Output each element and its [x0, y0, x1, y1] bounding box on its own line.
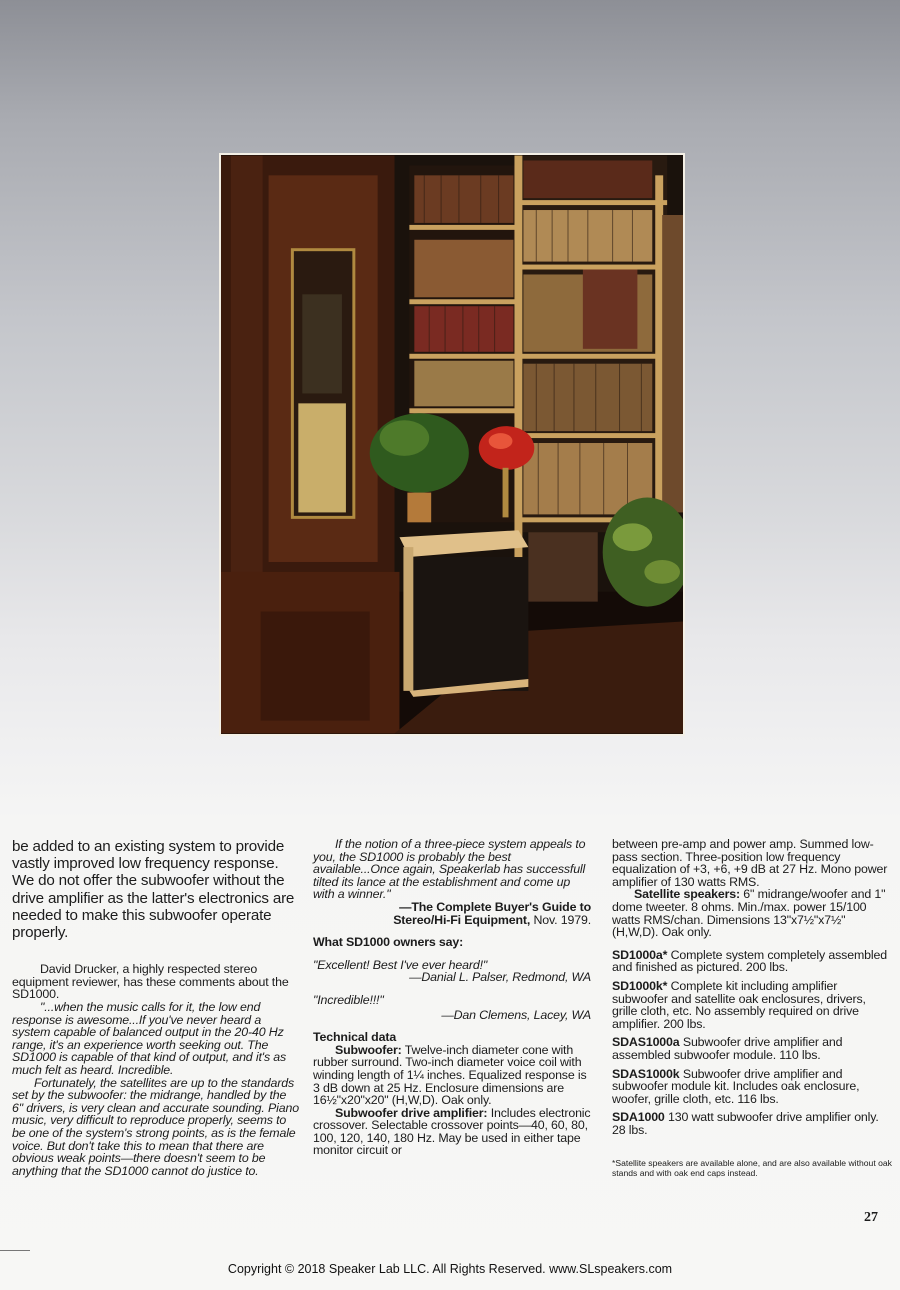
- drucker-quote-1: "...when the music calls for it, the low end response is awesome...If you've never heard a system capable of balanced output in the 20-40 Hz range, it's an experience worth seeking out. The SD1000 is capable of that kind of output, and it's as much felt as heard. Incredible.: [12, 1000, 287, 1077]
- product-sd1000k: [612, 980, 892, 1030]
- quote-source-line-1: —The Complete Buyer's Guide to: [399, 899, 591, 914]
- product-desc: 130 watt subwoofer drive amplifier only. 28 lbs.: [612, 1110, 879, 1137]
- product-sda1000: [612, 1111, 892, 1136]
- column-3: [612, 838, 892, 1178]
- buyers-guide-quote: If the notion of a three-piece system appeals to you, the SD1000 is probably the best available...Once again, Speakerlab has successfull tilted its lance at the establishment and come up with a winner.": [313, 837, 586, 902]
- product-desc: Subwoofer drive amplifier and assembled subwoofer module. 110 lbs.: [612, 1035, 843, 1062]
- product-sdas1000k: [612, 1068, 892, 1106]
- quote-source-line-2: [313, 914, 591, 927]
- amplifier-label: Subwoofer drive amplifier:: [335, 1105, 488, 1120]
- product-sdas1000a: [612, 1036, 892, 1061]
- satellite-footnote: *Satellite speakers are available alone, and are also available without oak stands and with oak end caps instead.: [612, 1158, 892, 1179]
- product-desc: Subwoofer drive amplifier and subwoofer module kit. Includes oak enclosure, woofer, grille cloth, etc. 116 lbs.: [612, 1066, 860, 1106]
- subwoofer-label: Subwoofer:: [335, 1042, 402, 1057]
- testimonial-1-quote: "Excellent! Best I've ever heard!": [313, 957, 488, 972]
- product-desc: Complete kit including amplifier subwoofer and satellite oak enclosures, drivers, grille cloth, etc. No assembly required on drive amplifier. 200 lbs.: [612, 978, 866, 1031]
- library-photo: [219, 153, 685, 736]
- drucker-intro: David Drucker, a highly respected stereo equipment reviewer, has these comments about the SD1000.: [12, 962, 289, 1002]
- page-number: 27: [864, 1210, 878, 1225]
- amplifier-spec-continued: between pre-amp and power amp. Summed low-pass section. Three-position low frequency equalization of +3, +6, +9 dB at 27 Hz. Mono power amplifier of 130 watts RMS.: [612, 837, 888, 889]
- satellite-spec: [612, 888, 892, 938]
- satellite-text: 6" midrange/woofer and 1" dome tweeter. 8 ohms. Min./max. power 15/100 watts RMS/chan. Dimensions 13"x7½"x7½" (H,W,D). Oak only.: [612, 887, 886, 940]
- product-code: SDA1000: [612, 1110, 665, 1125]
- product-code: SD1000a*: [612, 947, 668, 962]
- copyright-notice: Copyright © 2018 Speaker Lab LLC. All Rights Reserved. www.SLspeakers.com: [227, 1262, 673, 1276]
- testimonial-2-name: —Dan Clemens, Lacey, WA: [441, 1007, 591, 1022]
- subwoofer-spec: [313, 1044, 591, 1107]
- column-1: [12, 838, 300, 1177]
- product-code: SD1000k*: [612, 978, 668, 993]
- testimonial-2-quote: "Incredible!!!": [313, 992, 384, 1007]
- amplifier-spec: [313, 1107, 591, 1157]
- owners-heading: What SD1000 owners say:: [313, 935, 464, 950]
- lead-paragraph: be added to an existing system to provide vastly improved low frequency response. We do not offer the subwoofer without the drive amplifier as the latter's electronics are needed to make this subwoofer operate properly.: [12, 838, 295, 942]
- product-code: SDAS1000k: [612, 1066, 680, 1081]
- tech-heading: Technical data: [313, 1030, 397, 1045]
- product-code: SDAS1000a: [612, 1035, 680, 1050]
- column-2: [313, 838, 591, 1157]
- subwoofer-text: Twelve-inch diameter cone with rubber surround. Two-inch diameter voice coil with winding length of 1¼ inches. Equalized response is 3 dB down at 25 Hz. Enclosure dimensions are 16½"x20"x20" (H,W,D). Oak only.: [313, 1042, 587, 1108]
- product-desc: Complete system completely assembled and finished as pictured. 200 lbs.: [612, 947, 887, 975]
- satellite-label: Satellite speakers:: [634, 887, 740, 902]
- quote-source-date: Nov. 1979.: [533, 912, 591, 927]
- product-sd1000a: [612, 949, 892, 974]
- amplifier-text: Includes electronic crossover. Selectable crossover points—40, 60, 80, 100, 120, 140, 180 Hz. May be used in either tape monitor circuit or: [313, 1105, 591, 1158]
- drucker-quote-2: Fortunately, the satellites are up to the standards set by the subwoofer: the midrange, handled by the 6" drivers, is very clean and accurate sounding. Piano music, very difficult to reproduce properly, seems to be one of the system's strong points, as is the female voice. But don't take this to mean that there are obvious weak points—there doesn't seem to be anything that the SD1000 cannot do justice to.: [12, 1075, 299, 1178]
- testimonial-1-name: —Danial L. Palser, Redmond, WA: [409, 970, 591, 985]
- quote-source-publication: Stereo/Hi-Fi Equipment,: [393, 912, 531, 927]
- footer-rule: [0, 1250, 30, 1251]
